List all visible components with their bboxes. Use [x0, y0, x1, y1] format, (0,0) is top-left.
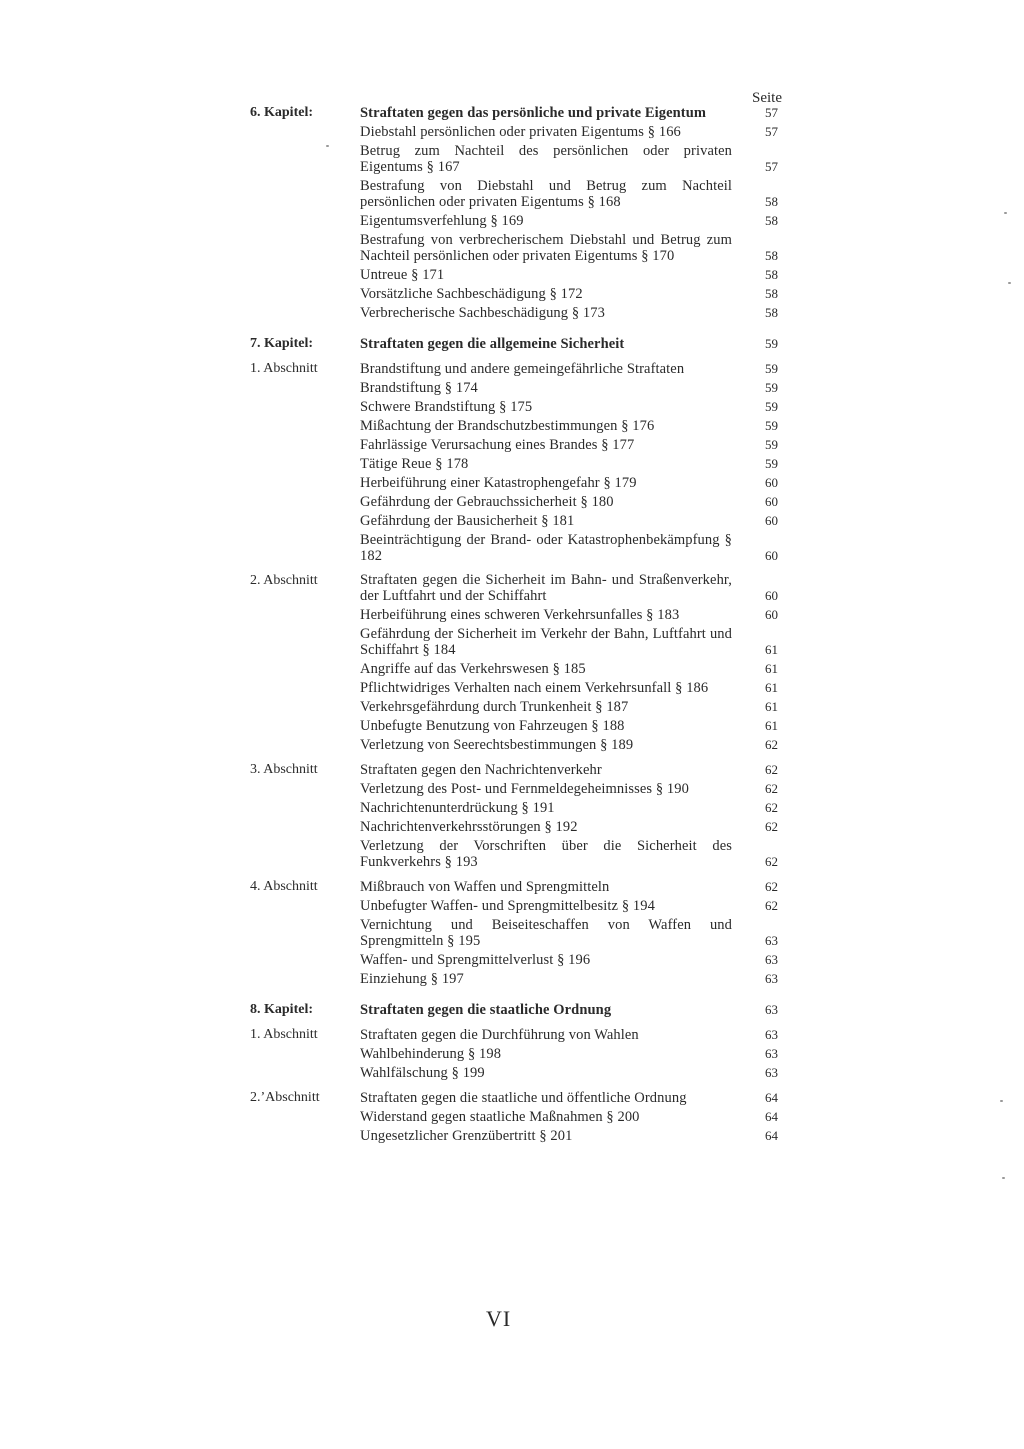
entry-page-number: 59: [765, 437, 778, 452]
entry-title: Gefährdung der Bausicherheit § 181: [360, 513, 575, 529]
label-spacer: [250, 456, 360, 457]
entry-title: Straftaten gegen die Sicherheit im Bahn- und Straßenverkehr, der Luftfahrt und der Schiffahrt: [360, 572, 732, 604]
toc-chapter: [250, 104, 790, 321]
scan-speck: [326, 145, 329, 147]
toc-entry: [250, 878, 790, 895]
toc-section: [250, 1026, 790, 1081]
toc-entry: [250, 104, 790, 121]
toc-entry: [250, 418, 790, 434]
entry-title: Einziehung § 197: [360, 971, 464, 987]
toc-entry: [250, 800, 790, 816]
entry-title: Betrug zum Nachteil des persönlichen oder privaten Eigentums § 167: [360, 143, 732, 175]
entry-page-number: 61: [765, 699, 778, 714]
toc-entry: [250, 232, 790, 264]
entry-page-number: 60: [765, 548, 778, 563]
entry-title: Nachrichtenverkehrsstörungen § 192: [360, 819, 578, 835]
toc-section: [250, 1001, 790, 1018]
table-of-contents: [250, 104, 790, 1158]
entry-page-number: 58: [765, 305, 778, 320]
toc-entry: [250, 917, 790, 949]
label-spacer: [250, 1065, 360, 1066]
label-spacer: [250, 800, 360, 801]
toc-entry: [250, 380, 790, 396]
label-spacer: [250, 838, 360, 839]
toc-entry: [250, 952, 790, 968]
label-spacer: [250, 680, 360, 681]
entry-page-number: 63: [765, 1027, 778, 1042]
label-spacer: [250, 952, 360, 953]
toc-entry: [250, 360, 790, 377]
entry-page-number: 63: [765, 971, 778, 986]
label-spacer: [250, 232, 360, 233]
section-label: 2.ʼAbschnitt: [250, 1090, 320, 1105]
label-spacer: [250, 494, 360, 495]
entry-page-number: 59: [765, 361, 778, 376]
label-spacer: [250, 418, 360, 419]
toc-entry: [250, 838, 790, 870]
entry-title: Verbrecherische Sachbeschädigung § 173: [360, 305, 605, 321]
entry-title: Wahlfälschung § 199: [360, 1065, 485, 1081]
entry-title: Waffen- und Sprengmittelverlust § 196: [360, 952, 591, 968]
toc-entry: [250, 124, 790, 140]
label-spacer: [250, 917, 360, 918]
entry-title: Herbeiführung einer Katastrophengefahr § 179: [360, 475, 637, 491]
toc-entry: [250, 680, 790, 696]
toc-entry: [250, 661, 790, 677]
entry-title: Brandstiftung und andere gemeingefährliche Straftaten: [360, 361, 685, 377]
entry-title: Verletzung der Vorschriften über die Sicherheit des Funkverkehrs § 193: [360, 838, 732, 870]
footer-page-number: VI: [486, 1306, 512, 1331]
entry-title: Angriffe auf das Verkehrswesen § 185: [360, 661, 586, 677]
entry-title: Vorsätzliche Sachbeschädigung § 172: [360, 286, 583, 302]
label-spacer: [250, 626, 360, 627]
entry-page-number: 63: [765, 952, 778, 967]
entry-title: Herbeiführung eines schweren Verkehrsunfalles § 183: [360, 607, 680, 623]
entry-page-number: 57: [765, 124, 778, 139]
entry-title: Gefährdung der Sicherheit im Verkehr der Bahn, Luftfahrt und Schiffahrt § 184: [360, 626, 732, 658]
label-spacer: [250, 737, 360, 738]
toc-entry: [250, 437, 790, 453]
entry-title: Schwere Brandstiftung § 175: [360, 399, 533, 415]
entry-title: Untreue § 171: [360, 267, 445, 283]
entry-title: Beeinträchtigung der Brand- oder Katastrophenbekämpfung § 182: [360, 532, 732, 564]
scan-speck: [1000, 1100, 1003, 1102]
entry-page-number: 58: [765, 286, 778, 301]
label-spacer: [250, 718, 360, 719]
entry-page-number: 60: [765, 494, 778, 509]
entry-page-number: 62: [765, 854, 778, 869]
entry-title: Gefährdung der Gebrauchssicherheit § 180: [360, 494, 614, 510]
label-spacer: [250, 607, 360, 608]
entry-title: Tätige Reue § 178: [360, 456, 469, 472]
label-spacer: [250, 286, 360, 287]
toc-entry: [250, 267, 790, 283]
chapter-label: 8. Kapitel:: [250, 1002, 313, 1017]
label-spacer: [250, 898, 360, 899]
entry-page-number: 63: [765, 933, 778, 948]
entry-page-number: 57: [765, 159, 778, 174]
toc-entry: [250, 898, 790, 914]
entry-page-number: 62: [765, 762, 778, 777]
entry-page-number: 60: [765, 513, 778, 528]
entry-page-number: 59: [765, 399, 778, 414]
entry-title: Wahlbehinderung § 198: [360, 1046, 502, 1062]
toc-section: [250, 1089, 790, 1144]
scan-speck: [1002, 1177, 1005, 1179]
toc-entry: [250, 399, 790, 415]
entry-page-number: 64: [765, 1109, 778, 1124]
entry-title: Bestrafung von Diebstahl und Betrug zum Nachteil persönlichen oder privaten Eigentums § 168: [360, 178, 732, 210]
toc-entry: [250, 1026, 790, 1043]
entry-page-number: 63: [765, 1046, 778, 1061]
toc-chapter: [250, 335, 790, 987]
entry-page-number: 60: [765, 475, 778, 490]
toc-entry: [250, 286, 790, 302]
toc-section: [250, 335, 790, 352]
entry-page-number: 58: [765, 248, 778, 263]
entry-page-number: 58: [765, 267, 778, 282]
toc-section: [250, 104, 790, 321]
label-spacer: [250, 143, 360, 144]
label-spacer: [250, 124, 360, 125]
entry-title: Straftaten gegen die Durchführung von Wahlen: [360, 1027, 639, 1043]
entry-page-number: 60: [765, 588, 778, 603]
toc-entry: [250, 213, 790, 229]
entry-page-number: 59: [765, 418, 778, 433]
toc-entry: [250, 335, 790, 352]
entry-title: Verletzung des Post- und Fernmeldegeheimnisses § 190: [360, 781, 689, 797]
entry-title: Ungesetzlicher Grenzübertritt § 201: [360, 1128, 573, 1144]
entry-title: Pflichtwidriges Verhalten nach einem Verkehrsunfall § 186: [360, 680, 709, 696]
label-spacer: [250, 971, 360, 972]
label-spacer: [250, 699, 360, 700]
toc-chapter: [250, 1001, 790, 1144]
chapter-title: Straftaten gegen die allgemeine Sicherheit: [360, 336, 625, 352]
toc-entry: [250, 718, 790, 734]
toc-entry: [250, 971, 790, 987]
toc-section: [250, 761, 790, 870]
entry-title: Brandstiftung § 174: [360, 380, 478, 396]
section-label: 1. Abschnitt: [250, 361, 318, 376]
chapter-title: Straftaten gegen das persönliche und private Eigentum: [360, 105, 707, 121]
entry-page-number: 62: [765, 800, 778, 815]
chapter-title: Straftaten gegen die staatliche Ordnung: [360, 1002, 612, 1018]
toc-entry: [250, 626, 790, 658]
entry-title: Straftaten gegen den Nachrichtenverkehr: [360, 762, 602, 778]
entry-title: Eigentumsverfehlung § 169: [360, 213, 524, 229]
label-spacer: [250, 267, 360, 268]
entry-page-number: 62: [765, 898, 778, 913]
toc-entry: [250, 513, 790, 529]
toc-entry: [250, 607, 790, 623]
entry-page-number: 58: [765, 213, 778, 228]
page-column-label: Seite: [752, 90, 782, 106]
scan-speck: [1008, 282, 1011, 284]
entry-page-number: 59: [765, 456, 778, 471]
chapter-label: 7. Kapitel:: [250, 336, 313, 351]
section-label: 1. Abschnitt: [250, 1027, 318, 1042]
toc-section: [250, 878, 790, 987]
entry-page-number: 61: [765, 642, 778, 657]
toc-entry: [250, 456, 790, 472]
toc-section: [250, 572, 790, 753]
label-spacer: [250, 781, 360, 782]
label-spacer: [250, 178, 360, 179]
toc-entry: [250, 1046, 790, 1062]
entry-page-number: 59: [765, 380, 778, 395]
entry-title: Diebstahl persönlichen oder privaten Eigentums § 166: [360, 124, 681, 140]
toc-entry: [250, 1109, 790, 1125]
toc-section: [250, 360, 790, 564]
entry-page-number: 61: [765, 680, 778, 695]
entry-title: Nachrichtenunterdrückung § 191: [360, 800, 555, 816]
section-label: 2. Abschnitt: [250, 573, 318, 588]
toc-entry: [250, 178, 790, 210]
label-spacer: [250, 475, 360, 476]
entry-title: Mißbrauch von Waffen und Sprengmitteln: [360, 879, 610, 895]
label-spacer: [250, 661, 360, 662]
label-spacer: [250, 213, 360, 214]
section-label: 3. Abschnitt: [250, 762, 318, 777]
entry-page-number: 63: [765, 1065, 778, 1080]
label-spacer: [250, 1046, 360, 1047]
entry-title: Widerstand gegen staatliche Maßnahmen § 200: [360, 1109, 640, 1125]
label-spacer: [250, 513, 360, 514]
toc-entry: [250, 305, 790, 321]
entry-page-number: 62: [765, 879, 778, 894]
toc-entry: [250, 475, 790, 491]
entry-page-number: 57: [765, 105, 778, 120]
entry-title: Mißachtung der Brandschutzbestimmungen § 176: [360, 418, 655, 434]
entry-title: Straftaten gegen die staatliche und öffentliche Ordnung: [360, 1090, 687, 1106]
entry-page-number: 58: [765, 194, 778, 209]
entry-page-number: 59: [765, 336, 778, 351]
label-spacer: [250, 437, 360, 438]
entry-page-number: 64: [765, 1090, 778, 1105]
label-spacer: [250, 399, 360, 400]
entry-page-number: 62: [765, 781, 778, 796]
toc-entry: [250, 572, 790, 604]
section-label: 4. Abschnitt: [250, 879, 318, 894]
entry-page-number: 61: [765, 661, 778, 676]
label-spacer: [250, 1109, 360, 1110]
toc-entry: [250, 143, 790, 175]
entry-page-number: 63: [765, 1002, 778, 1017]
toc-entry: [250, 1001, 790, 1018]
toc-entry: [250, 532, 790, 564]
scan-speck: [1004, 212, 1007, 214]
entry-title: Verletzung von Seerechtsbestimmungen § 189: [360, 737, 634, 753]
toc-entry: [250, 1065, 790, 1081]
entry-title: Verkehrsgefährdung durch Trunkenheit § 187: [360, 699, 629, 715]
entry-title: Unbefugte Benutzung von Fahrzeugen § 188: [360, 718, 625, 734]
label-spacer: [250, 532, 360, 533]
toc-entry: [250, 761, 790, 778]
entry-page-number: 61: [765, 718, 778, 733]
chapter-label: 6. Kapitel:: [250, 105, 313, 120]
entry-title: Bestrafung von verbrecherischem Diebstahl und Betrug zum Nachteil persönlichen oder privaten Eigentums § 170: [360, 232, 732, 264]
entry-title: Unbefugter Waffen- und Sprengmittelbesitz § 194: [360, 898, 655, 914]
toc-entry: [250, 819, 790, 835]
entry-page-number: 60: [765, 607, 778, 622]
entry-title: Fahrlässige Verursachung eines Brandes § 177: [360, 437, 635, 453]
toc-entry: [250, 699, 790, 715]
toc-entry: [250, 781, 790, 797]
entry-page-number: 62: [765, 737, 778, 752]
toc-entry: [250, 1089, 790, 1106]
label-spacer: [250, 1128, 360, 1129]
entry-page-number: 64: [765, 1128, 778, 1143]
toc-entry: [250, 494, 790, 510]
label-spacer: [250, 819, 360, 820]
entry-title: Vernichtung und Beiseiteschaffen von Waffen und Sprengmitteln § 195: [360, 917, 732, 949]
toc-entry: [250, 1128, 790, 1144]
entry-page-number: 62: [765, 819, 778, 834]
toc-entry: [250, 737, 790, 753]
label-spacer: [250, 380, 360, 381]
label-spacer: [250, 305, 360, 306]
